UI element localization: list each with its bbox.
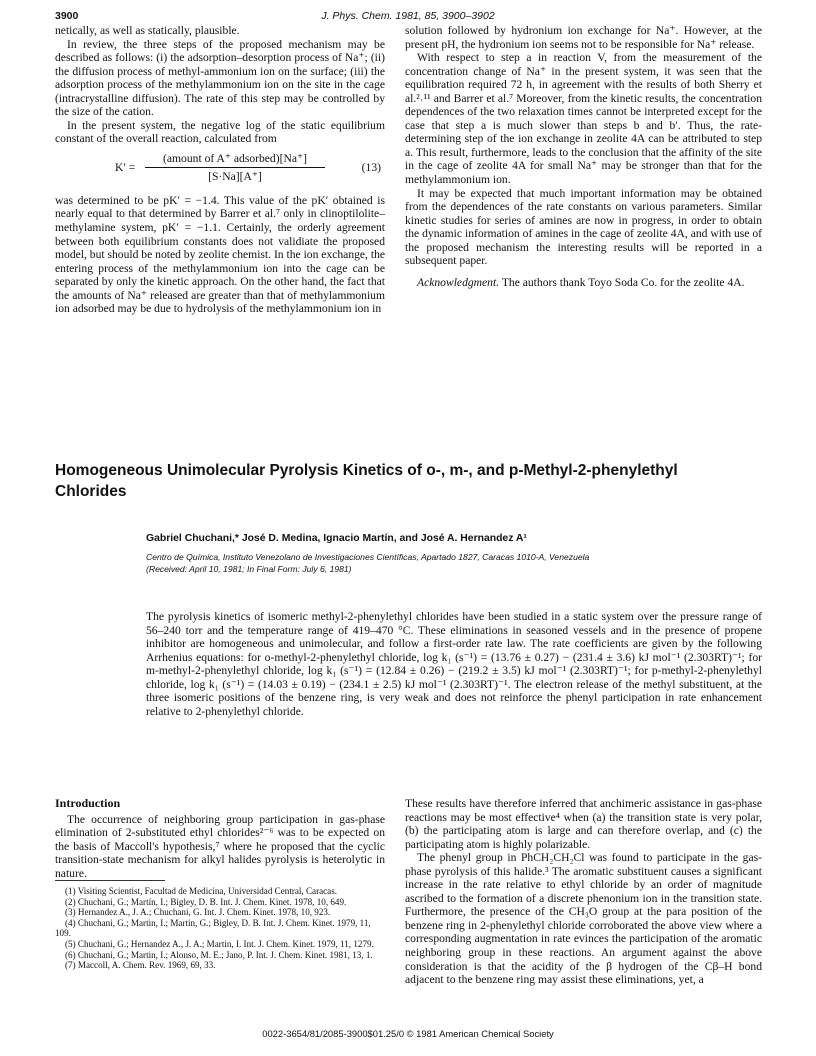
- footnote: (1) Visiting Scientist, Facultad de Medicina, Universidad Central, Caracas.: [65, 886, 338, 896]
- title-line: Homogeneous Unimolecular Pyrolysis Kinetics of o-, m-, and p-Methyl-2-phenylethyl: [55, 462, 678, 479]
- intro-column: [55, 797, 385, 880]
- acknowledgment-text: The authors thank Toyo Soda Co. for the zeolite 4A.: [501, 275, 745, 289]
- paragraph: The phenyl group in PhCH₂CH₂Cl was found to participate in the gas-phase pyrolysis of this halide.³ The aromatic substituent causes a significant increase in the rate relative to ethyl chloride by an order of magnitude ascribed to the formation of a discrete phenonium ion in the transition state. Furthermore, the presence of the CH₃O group at the para position of the benzene ring in 2-phenylethyl chloride corroborated the above view where a corresponding augmentation in rate evinces the participation of the aromatic neighboring group in these reactions. An argument against the above consideration is that the acidity of the β hydrogen of the Cβ–H bond adjacent to the benzene ring may assist these eliminations, yet, a: [405, 851, 762, 987]
- paragraph: It may be expected that much important information may be obtained from the dependences of the rate constants on various parameters. Similar kinetic studies for series of amines are now in progress, in order to obtain the dynamic information of amines in the cage of zeolite 4A, and with use of the proposed mechanism the interesting results will be reported in a subsequent paper.: [405, 186, 762, 268]
- affiliation: Centro de Química, Instituto Venezolano de Investigaciones Científicas, Apartado 1827, Caracas 1010-A, Venezuela: [146, 552, 590, 562]
- paragraph: In review, the three steps of the proposed mechanism may be described as follows: (i) the adsorption–desorption process of Na⁺; (ii) the diffusion process of methyl-ammonium ion on the surface; (iii) the adsorption process of the methylammonium ion on the site in the cage (intracrystalline diffusion). The rate of this step may be controlled by the size of the cation.: [55, 37, 385, 119]
- equation-fraction: [145, 152, 325, 184]
- paragraph: netically, as well as statically, plausible.: [55, 24, 240, 37]
- affiliation-block: [146, 551, 766, 575]
- equation-denominator: [S·Na][A⁺]: [208, 170, 262, 184]
- journal-citation: J. Phys. Chem. 1981, 85, 3900–3902: [321, 10, 495, 22]
- intro-right-column: [405, 797, 762, 987]
- page-number: 3900: [55, 10, 79, 22]
- paragraph: was determined to be pK′ = −1.4. This value of the pK′ obtained is nearly equal to that determined by Barrer et al.⁷ only in clinoptilolite–methylamine system, pK′ = −1.1. Certainly, the orderly agreement between both equilibrium constants does not validiate the proposed model, but should be noted by zeolite chemist. In the ion exchange, the entering process of the methylammonium ion into the cage can be separated by only the kinetic approach. On the other hand, the fact that the amounts of Na⁺ released are greater than that of methylammonium ion adsorbed may be due to hydrolysis of the methylammonium ion in: [55, 193, 386, 316]
- equation-numerator: (amount of A⁺ adsorbed)[Na⁺]: [145, 152, 325, 169]
- footnote: (5) Chuchani, G.; Hernandez A., J. A.; Martin, I. Int. J. Chem. Kinet. 1979, 11, 1279.: [65, 938, 374, 949]
- footnote: (2) Chuchani, G.; Martín, I.; Bigley, D. B. Int. J. Chem. Kinet. 1978, 10, 649.: [65, 896, 347, 907]
- paragraph: These results have therefore inferred that anchimeric assistance in gas-phase reactions may be most effective⁴ when (a) the transition state is very polar, (b) the participating atom is large and can therefore overlap, and (c) the participating atom is highly polarizable.: [405, 797, 762, 851]
- page-footer: 0022-3654/81/2085-3900$01.25/0 © 1981 American Chemical Society: [262, 1028, 554, 1039]
- footnote: (7) Maccoll, A. Chem. Rev. 1969, 69, 33.: [65, 960, 216, 971]
- footnote: (6) Chuchani, G.; Martin, I.; Alonso, M. E.; Jano, P. Int. J. Chem. Kinet. 1981, 13, 1.: [65, 949, 373, 960]
- equation-number: (13): [361, 160, 381, 174]
- footnote: (4) Chuchani, G.; Martin, I.; Martin, G.; Bigley, D. B. Int. J. Chem. Kinet. 1979, 11, 109.: [55, 917, 371, 939]
- section-heading: Introduction: [55, 796, 121, 810]
- equation-lhs: K′ =: [115, 160, 136, 174]
- paragraph: With respect to step a in reaction V, from the measurement of the concentration change of Na⁺ in the present system, it was seen that the equilibration required 72 h, in agreement with the results of both Sherry et al.²˒¹¹ and Barrer et al.⁷ Moreover, from the kinetic results, the concentration dependences of the two relaxation times cannot be interpreted except for the case that step a is much slower than steps b and b′. Thus, the rate-determining step of the ion exchange in zeolite 4A can be attributed to step a. This result, furthermore, leads to the conclusion that the affinity of the site in the cage of zeolite 4A for small Na⁺ may be stronger than that for the methylammonium ion.: [405, 51, 762, 187]
- acknowledgment-label: Acknowledgment.: [417, 275, 500, 289]
- paragraph: The occurrence of neighboring group participation in gas-phase elimination of 2-substituted ethyl chlorides²⁻⁶ was to be expected on the basis of Maccoll's hypothesis,⁷ where he proposed that the cyclic transition-state mechanism for alkyl halides pyrolysis is heterolytic in nature.: [55, 812, 385, 880]
- footnotes: [55, 886, 385, 971]
- acknowledgment: [405, 276, 762, 290]
- author-list: Gabriel Chuchani,* José D. Medina, Ignacio Martín, and José A. Hernandez A¹: [146, 533, 527, 544]
- received-dates: (Received: April 10, 1981; In Final Form: July 6, 1981): [146, 564, 352, 574]
- paragraph: solution followed by hydronium ion exchange for Na⁺. However, at the present pH, the hydronium ion seems not to be responsible for Na⁺ release.: [405, 24, 762, 51]
- footnote-divider: [55, 880, 165, 881]
- top-left-column: [55, 24, 385, 316]
- top-right-column: [405, 24, 762, 289]
- equation-13: [115, 152, 381, 190]
- title-line: Chlorides: [55, 483, 127, 500]
- abstract: The pyrolysis kinetics of isomeric methyl-2-phenylethyl chlorides have been studied in a static system over the pressure range of 56–240 torr and the temperature range of 419–470 °C. These eliminations in seasoned vessels and in the presence of propene inhibitor are homogeneous and unimolecular, and follow a first-order rate law. The rate coefficients are given by the following Arrhenius equations: for o-methyl-2-phenylethyl chloride, log k₁ (s⁻¹) = (13.76 ± 0.27) − (231.4 ± 3.6) kJ mol⁻¹ (2.303RT)⁻¹; for m-methyl-2-phenylethyl chloride, log k₁ (s⁻¹) = (12.84 ± 0.26) − (219.2 ± 3.5) kJ mol⁻¹ (2.303RT)⁻¹; for p-methyl-2-phenylethyl chloride, log k₁ (s⁻¹) = (14.03 ± 0.19) − (234.1 ± 2.5) kJ mol⁻¹ (2.303RT)⁻¹. The electron release of the methyl substituent, at the three isomeric positions of the benzene ring, is very weak and does not reinforce the phenyl participation in rate enhancement relative to 2-phenylethyl chloride.: [146, 610, 762, 718]
- paragraph: In the present system, the negative log of the static equilibrium constant of the overall reaction, calculated from: [55, 118, 385, 146]
- article-title: [55, 460, 765, 502]
- footnote: (3) Hernandez A., J. A.; Chuchani, G. Int. J. Chem. Kinet. 1978, 10, 923.: [65, 907, 331, 918]
